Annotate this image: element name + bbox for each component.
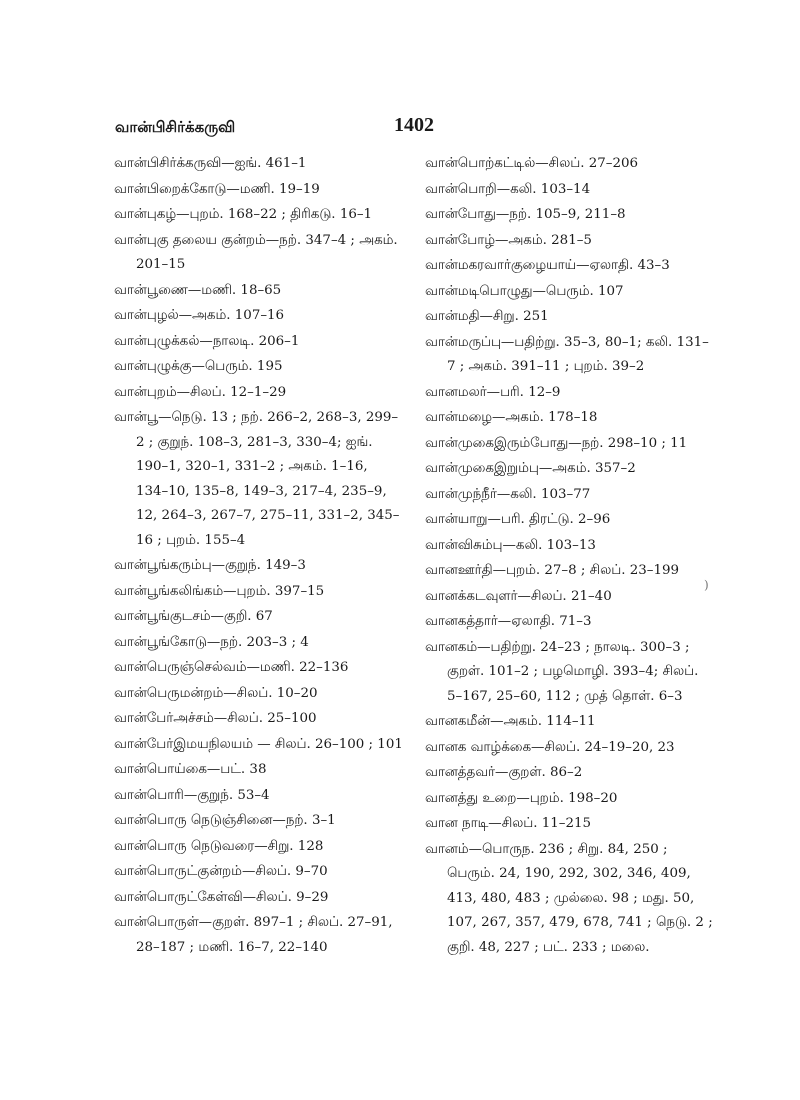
index-entry: வான்பொற்கட்டில்—சிலப். 27–206 [425, 156, 639, 171]
index-entry: வான்மகரவார்குழையாய்—ஏலாதி. 43–3 [425, 258, 670, 273]
index-entry: வான்போது—நற். 105–9, 211–8 [425, 207, 626, 222]
index-entry: வான்பொய்கை—பட். 38 [114, 762, 267, 777]
index-entry: வான்பூங்கலிங்கம்—புறம். 397–15 [114, 583, 325, 599]
index-entry: வான்பொருட்குன்றம்—சிலப். 9–70 [114, 864, 328, 879]
index-entry: வான்பொரு நெடுஞ்சினை—நற். 3–1 [114, 813, 336, 828]
index-entry: வானகமீன்—அகம். 114–11 [425, 714, 596, 729]
index-entry: வான நாடி—சிலப். 11–215 [425, 816, 592, 831]
index-entry: வான்முந்நீர்—கலி. 103–77 [425, 486, 591, 502]
index-entry: வானகம்—பதிற்று. 24–23 ; நாலடி. 300–3 ; குறள். 101–2 ; பழமொழி. 393–4; சிலப். 5–167, 25–60, 112 ; முத் தொள். 6–3 [425, 639, 699, 704]
index-entry: வான்புழுக்கு—பெரும். 195 [114, 359, 283, 374]
index-entry: வானஊர்தி—புறம். 27–8 ; சிலப். 23–199 [425, 563, 680, 578]
index-entry: வானத்து உறை—புறம். 198–20 [425, 790, 618, 806]
index-entry: வான்முகைஇரும்போது—நற். 298–10 ; 11 [425, 435, 688, 451]
index-entry: வான்பெருமன்றம்—சிலப். 10–20 [114, 685, 318, 701]
index-entry: வான்புறம்—சிலப். 12–1–29 [114, 384, 287, 400]
index-entry: வான்புழல்—அகம். 107–16 [114, 308, 285, 323]
index-entry: வான்புகு தலைய குன்றம்—நற். 347–4 ; அகம். 201–15 [114, 232, 398, 272]
index-entry: வான்விசும்பு—கலி. 103–13 [425, 537, 596, 553]
page-edge-mark: ) [704, 578, 709, 592]
index-entry: வான்பொருள்—குறள். 897–1 ; சிலப். 27–91, 28–187 ; மணி. 16–7, 22–140 [114, 915, 393, 955]
index-entry: வான்பூணை—மணி. 18–65 [114, 282, 282, 298]
index-entry: வான்பிசிர்க்கருவி—ஐங். 461–1 [114, 156, 307, 171]
left-column [114, 152, 404, 961]
index-entry: வானக்கடவுளர்—சிலப். 21–40 [425, 588, 612, 604]
index-entry: வான்மழை—அகம். 178–18 [425, 410, 598, 425]
index-entry: வான்பேர்அச்சம்—சிலப். 25–100 [114, 711, 317, 726]
index-entry: வான்பூங்கரும்பு—குறுந். 149–3 [114, 558, 306, 573]
index-entry: வான்பூங்கோடு—நற். 203–3 ; 4 [114, 634, 309, 650]
index-entry: வான்புழுக்கல்—நாலடி. 206–1 [114, 333, 300, 349]
index-entry: வானக வாழ்க்கை—சிலப். 24–19–20, 23 [425, 739, 675, 755]
index-entry: வான்புகழ்—புறம். 168–22 ; திரிகடு. 16–1 [114, 207, 373, 222]
index-entry: வான்பேர்இமயநிலயம் — சிலப். 26–100 ; 101 [114, 736, 403, 752]
index-entry: வானம்—பொருந. 236 ; சிறு. 84, 250 ; பெரும். 24, 190, 292, 302, 346, 409, 413, 480, 483 ; முல்லை. 98 ; மது. 50, 107, 267, 357, 479, 678, 741 ; நெடு. 2 ; குறி. 48, 227 ; பட். 233 ; மலை. [425, 841, 713, 955]
index-entry: வானமலர்—பரி. 12–9 [425, 384, 561, 400]
index-entry: வான்மருப்பு—பதிற்று. 35–3, 80–1; கலி. 131–7 ; அகம். 391–11 ; புறம். 39–2 [425, 334, 709, 374]
index-entry: வான்பெருஞ்செல்வம்—மணி. 22–136 [114, 660, 349, 675]
index-entry: வானத்தவர்—குறள். 86–2 [425, 765, 583, 780]
index-entry: வான்பொரி—குறுந். 53–4 [114, 787, 270, 803]
index-entry: வான்மடிபொழுது—பெரும். 107 [425, 283, 624, 299]
index-entry: வான்பிறைக்கோடு—மணி. 19–19 [114, 181, 320, 197]
index-entry: வான்போழ்—அகம். 281–5 [425, 232, 592, 248]
right-column [425, 152, 715, 961]
index-entry: வான்பொறி—கலி. 103–14 [425, 181, 591, 197]
index-entry: வான்மதி—சிறு. 251 [425, 309, 549, 324]
index-entry: வானகத்தார்—ஏலாதி. 71–3 [425, 614, 592, 629]
index-entry: வான்பூ—நெடு. 13 ; நற். 266–2, 268–3, 299–2 ; குறுந். 108–3, 281–3, 330–4; ஐங். 190–1, 320–1, 331–2 ; அகம். 1–16, 134–10, 135–8, 149–3, 217–4, 235–9, 12, 264–3, 267–7, 275–11, 331–2, 345–16 ; புறம். 155–4 [114, 410, 400, 548]
index-entry: வான்பூங்குடசம்—குறி. 67 [114, 609, 273, 624]
index-entry: வான்முகைஇறும்பு—அகம். 357–2 [425, 461, 636, 476]
page-number: 1402 [394, 114, 434, 136]
index-entry: வான்பொருட்கேள்வி—சிலப். 9–29 [114, 889, 329, 905]
index-entry: வான்பொரு நெடுவரை—சிறு. 128 [114, 838, 324, 854]
running-head: வான்பிசிர்க்கருவி [115, 118, 236, 136]
index-entry: வான்யாறு—பரி. திரட்டு. 2–96 [425, 512, 611, 527]
